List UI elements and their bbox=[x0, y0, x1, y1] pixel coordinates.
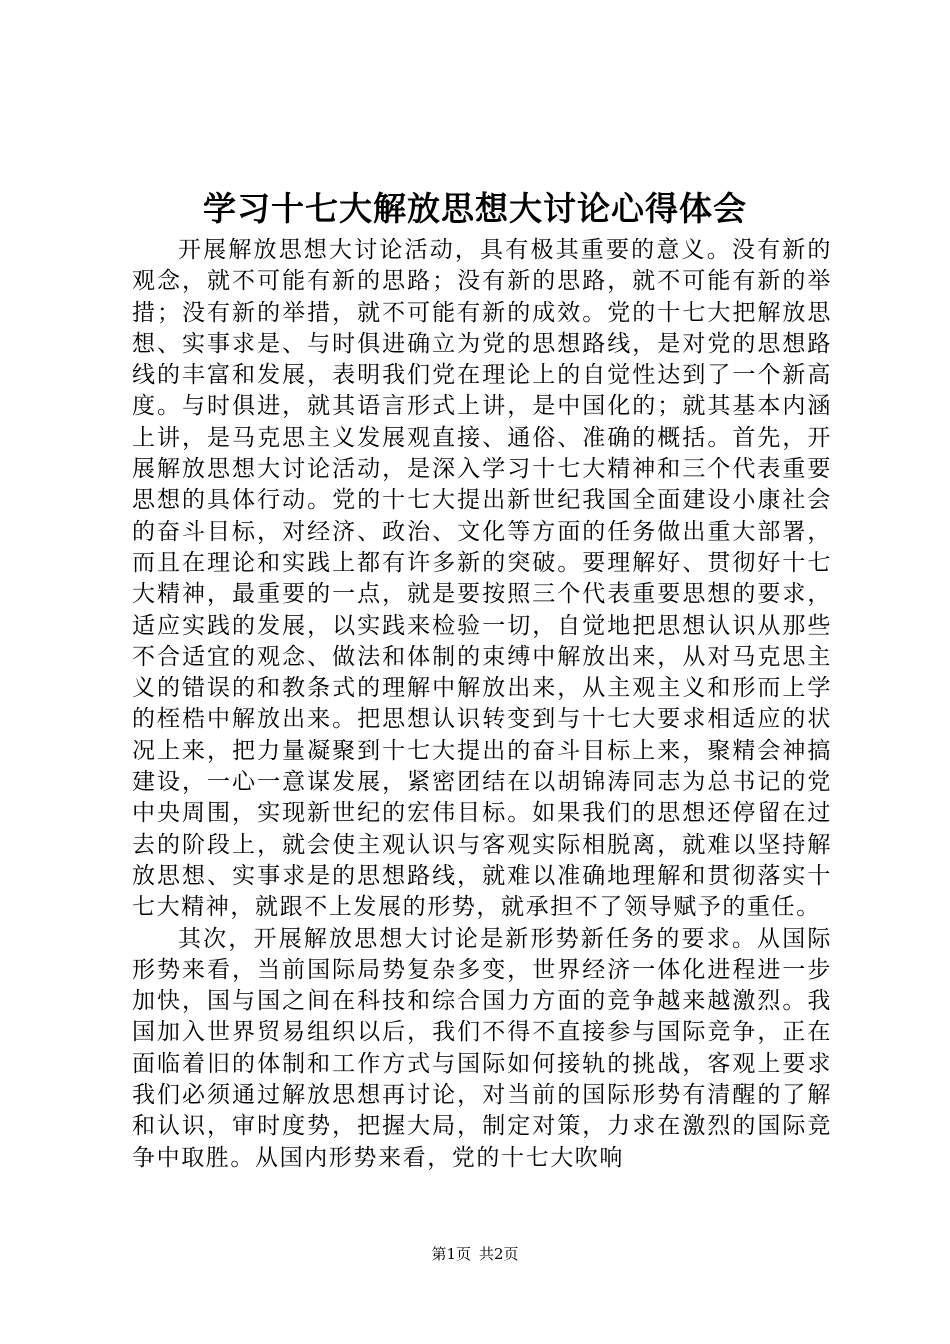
document-body bbox=[132, 235, 832, 1174]
page-total: 共2页 bbox=[479, 1245, 519, 1263]
paragraph-1: 开展解放思想大讨论活动，具有极其重要的意义。没有新的观念，就不可能有新的思路；没有新的思路，就不可能有新的举措；没有新的举措，就不可能有新的成效。党的十七大把解放思想、实事求是、与时俱进确立为党的思想路线，是对党的思想路线的丰富和发展，表明我们党在理论上的自觉性达到了一个新高度。与时俱进，就其语言形式上讲，是中国化的；就其基本内涵上讲，是马克思主义发展观直接、通俗、准确的概括。首先，开展解放思想大讨论活动，是深入学习十七大精神和三个代表重要思想的具体行动。党的十七大提出新世纪我国全面建设小康社会的奋斗目标，对经济、政治、文化等方面的任务做出重大部署，而且在理论和实践上都有许多新的突破。要理解好、贯彻好十七大精神，最重要的一点，就是要按照三个代表重要思想的要求，适应实践的发展，以实践来检验一切，自觉地把思想认识从那些不合适宜的观念、做法和体制的束缚中解放出来，从对马克思主义的错误的和教条式的理解中解放出来，从主观主义和形而上学的桎梏中解放出来。把思想认识转变到与十七大要求相适应的状况上来，把力量凝聚到十七大提出的奋斗目标上来，聚精会神搞建设，一心一意谋发展，紧密团结在以胡锦涛同志为总书记的党中央周围，实现新世纪的宏伟目标。如果我们的思想还停留在过去的阶段上，就会使主观认识与客观实际相脱离，就难以坚持解放思想、实事求是的思想路线，就难以准确地理解和贯彻落实十七大精神，就跟不上发展的形势，就承担不了领导赋予的重任。 bbox=[132, 237, 832, 921]
document-title: 学习十七大解放思想大讨论心得体会 bbox=[203, 189, 747, 228]
page-footer bbox=[0, 1243, 950, 1265]
paragraph-2: 其次，开展解放思想大讨论是新形势新任务的要求。从国际形势来看，当前国际局势复杂多变，世界经济一体化进程进一步加快，国与国之间在科技和综合国力方面的竞争越来越激烈。我国加入世界贸易组织以后，我们不得不直接参与国际竞争，正在面临着旧的体制和工作方式与国际如何接轨的挑战，客观上要求我们必须通过解放思想再讨论，对当前的国际形势有清醒的了解和认识，审时度势，把握大局，制定对策，力求在激烈的国际竞争中取胜。从国内形势来看，党的十七大吹响 bbox=[132, 925, 832, 1171]
page-number: 第1页 bbox=[431, 1245, 471, 1263]
